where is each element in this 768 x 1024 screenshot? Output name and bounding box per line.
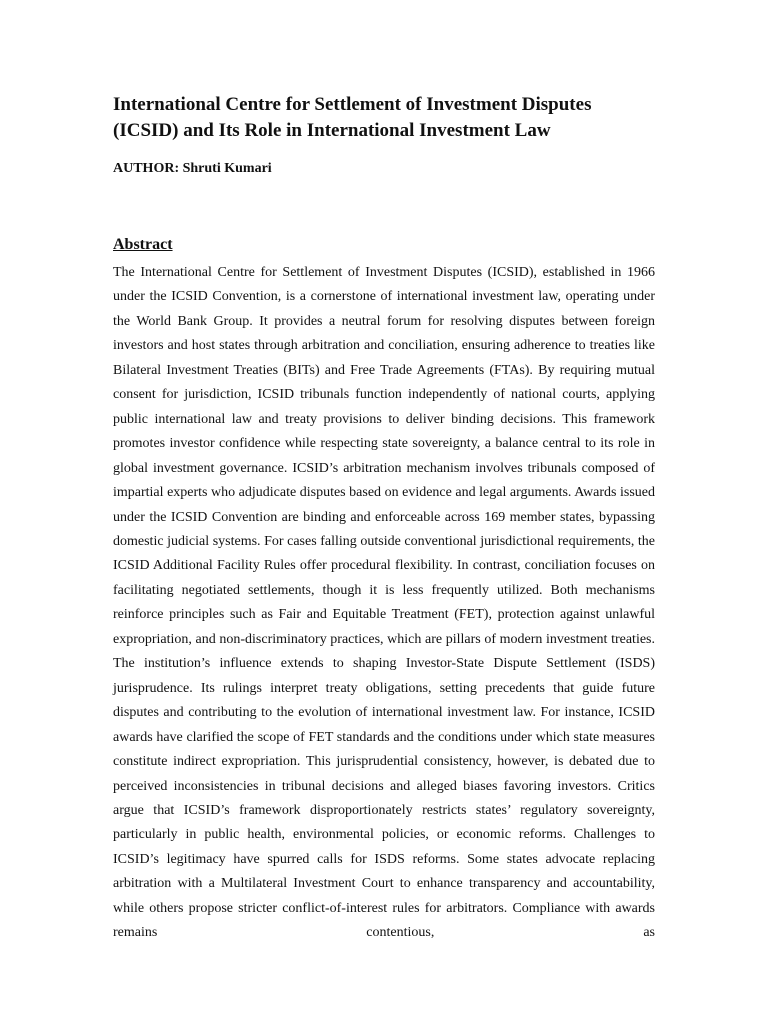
author-line: AUTHOR: Shruti Kumari — [113, 161, 272, 176]
abstract-body: The International Centre for Settlement of Investment Disputes (ICSID), established in 1966 under the ICSID Convention, is a cornerstone of international investment law, operating under the World Bank Group. It provides a neutral forum for resolving disputes between foreign investors and host states through arbitration and conciliation, ensuring adherence to treaties like Bilateral Investment Treaties (BITs) and Free Trade Agreements (FTAs). By requiring mutual consent for jurisdiction, ICSID tribunals function independently of national courts, applying public international law and treaty provisions to deliver binding decisions. This framework promotes investor confidence while respecting state sovereignty, a balance central to its role in global investment governance. ICSID’s arbitration mechanism involves tribunals composed of impartial experts who adjudicate disputes based on evidence and legal arguments. Awards issued under the ICSID Convention are binding and enforceable across 169 member states, bypassing domestic judicial systems. For cases falling outside conventional jurisdictional requirements, the ICSID Additional Facility Rules offer procedural flexibility. In contrast, conciliation focuses on facilitating negotiated settlements, though it is less frequently utilized. Both mechanisms reinforce principles such as Fair and Equitable Treatment (FET), protection against unlawful expropriation, and non-discriminatory practices, which are pillars of modern investment treaties. The institution’s influence extends to shaping Investor-State Dispute Settlement (ISDS) jurisprudence. Its rulings interpret treaty obligations, setting precedents that guide future disputes and contributing to the evolution of international investment law. For instance, ICSID awards have clarified the scope of FET standards and the conditions under which state measures constitute indirect expropriation. This jurisprudential consistency, however, is debated due to perceived inconsistencies in tribunal decisions and alleged biases favoring investors. Critics argue that ICSID’s framework disproportionately restricts states’ regulatory sovereignty, particularly in public health, environmental policies, or economic reforms. Challenges to ICSID’s legitimacy have spurred calls for ISDS reforms. Some states advocate replacing arbitration with a Multilateral Investment Court to enhance transparency and accountability, while others propose stricter conflict-of-interest rules for arbitrators. Compliance with awards remains contentious, as — [113, 265, 655, 941]
document-title: International Centre for Settlement of Investment Disputes (ICSID) and Its Role in International Investment Law — [113, 94, 592, 141]
abstract-heading: Abstract — [113, 236, 173, 253]
